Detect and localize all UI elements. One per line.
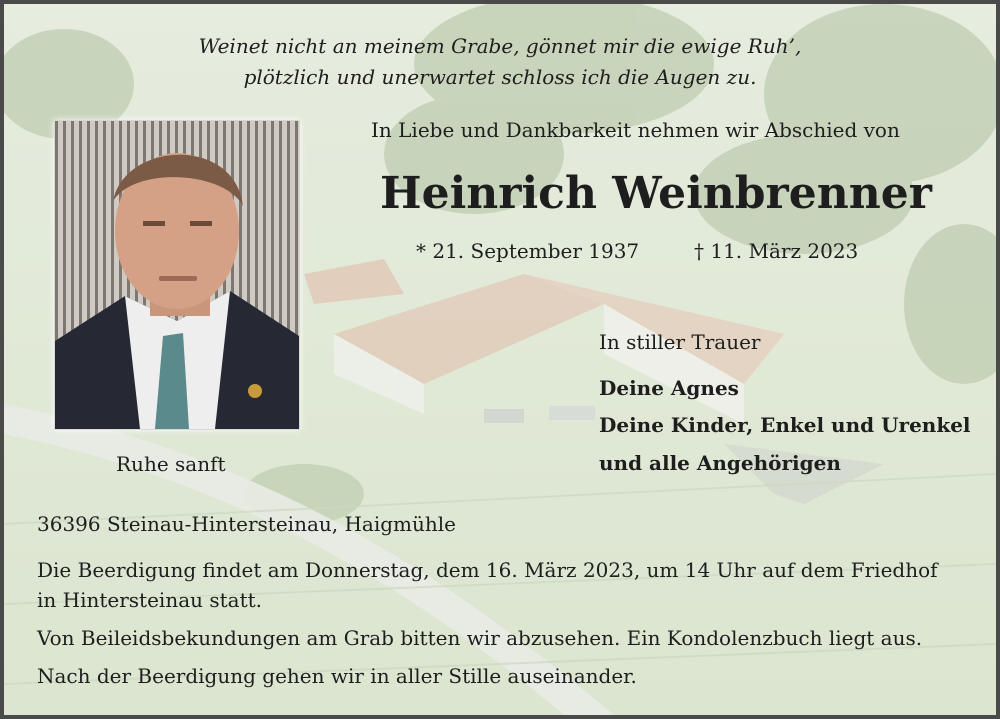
address: 36396 Steinau-Hintersteinau, Haigmühle: [37, 512, 457, 536]
funeral-note: Die Beerdigung findet am Donnerstag, dem 16. März 2023, um 14 Uhr auf dem Friedhof: [37, 558, 938, 582]
verse-line-1: Weinet nicht an meinem Grabe, gönnet mir die ewige Ruh’,: [198, 34, 802, 58]
mourner-line: und alle Angehörigen: [599, 451, 841, 475]
verse-line-2: plötzlich und unerwartet schloss ich die Augen zu.: [243, 65, 757, 89]
birth-date: * 21. September 1937: [416, 239, 640, 263]
photo-caption: Ruhe sanft: [116, 452, 226, 476]
condolence-note: Von Beileidsbekundungen am Grab bitten wir abzusehen. Ein Kondolenzbuch liegt aus.: [37, 626, 923, 650]
deceased-name: Heinrich Weinbrenner: [380, 168, 932, 219]
after-funeral-note: Nach der Beerdigung gehen wir in aller Stille auseinander.: [37, 664, 637, 688]
mourners-heading: In stiller Trauer: [599, 330, 761, 354]
mourner-line: Deine Agnes: [599, 376, 739, 400]
portrait-photo: [54, 120, 300, 430]
funeral-note-continued: in Hintersteinau statt.: [37, 588, 263, 612]
death-date: † 11. März 2023: [694, 239, 859, 263]
mourner-line: Deine Kinder, Enkel und Urenkel: [599, 413, 971, 437]
intro-line: In Liebe und Dankbarkeit nehmen wir Abschied von: [371, 118, 900, 142]
portrait-illustration: [55, 121, 299, 429]
